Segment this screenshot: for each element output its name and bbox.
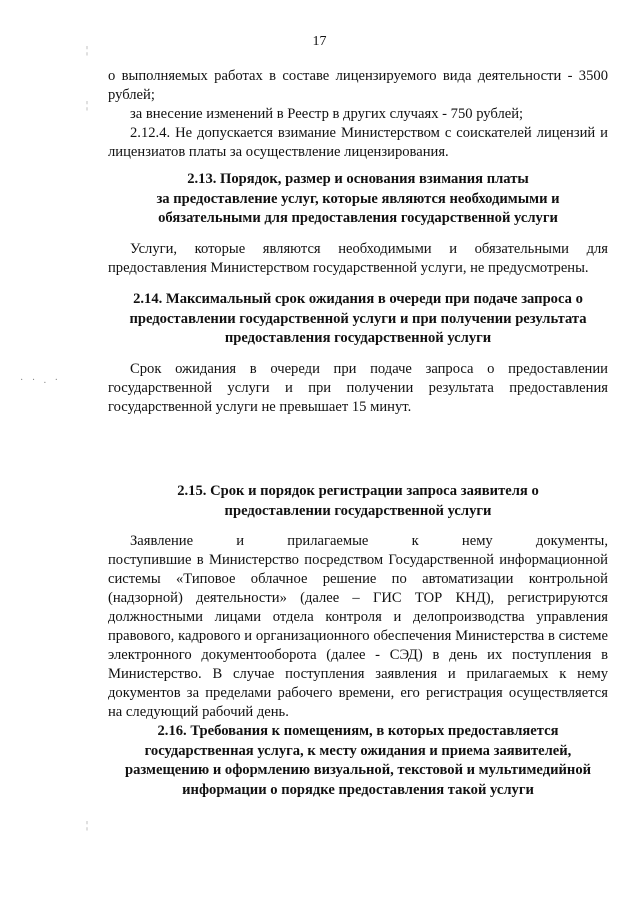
paragraph-2-14: Срок ожидания в очереди при подаче запроса о предоставлении государственной услуги и при получении результата предоставления государственной услуги не превышает 15 минут. (108, 361, 608, 415)
paragraph-2-13: Услуги, которые являются необходимыми и обязательными для предоставления Министерством государственной услуги, не предусмотрены. (108, 241, 608, 276)
heading-2-14 (108, 290, 608, 349)
paragraph-2-15: поступившие в Министерство посредством Государственной информационной системы «Типовое облачное решение по автоматизации контрольной (надзорной) деятельности» (далее – ГИС ТОР КНД), регистрируются должностными лицами отдела контроля и делопроизводства управления правового, кадрового и организационного обеспечения Министерства в системе электронного документооборота (далее - СЭД) в день их поступления в Министерство. В случае поступления заявления и прилагаемых к нему документов за пределами рабочего времени, его регистрация осуществляется на следующий рабочий день. (108, 552, 608, 720)
heading-line: 2.13. Порядок, размер и основания взимания платы (187, 171, 529, 187)
paragraph-fee-registry-changes (108, 105, 608, 124)
margin-mark: ¦ (86, 100, 89, 111)
heading-line: обязательными для предоставления государственной услуги (158, 210, 558, 226)
page-number: 17 (312, 34, 327, 49)
heading-line: 2.16. Требования к помещениям, в которых предоставляется (157, 723, 559, 739)
paragraph-2-15-first-line: Заявление и прилагаемые к нему документы, (130, 533, 608, 549)
margin-mark: ¦ (86, 820, 89, 831)
margin-mark: ¦ (86, 45, 89, 56)
heading-line: информации о порядке предоставления такой услуги (182, 781, 534, 798)
heading-line: 2.14. Максимальный срок ожидания в очереди при подаче запроса о (133, 291, 583, 307)
heading-2-16 (108, 722, 608, 800)
heading-line: предоставлении государственной услуги (224, 502, 492, 519)
heading-line: размещению и оформлению визуальной, текстовой и мультимедийной (124, 762, 592, 778)
paragraph-text: за внесение изменений в Реестр в других случаях - 750 рублей; (130, 106, 524, 122)
paragraph-fee-licensed-works: о выполняемых работах в составе лицензируемого вида деятельности - 3500 рублей; (108, 68, 608, 103)
paragraph-2-12-4: 2.12.4. Не допускается взимание Министерством с соискателей лицензий и лицензиатов платы за осуществление лицензирования. (108, 125, 608, 160)
heading-line: предоставления государственной услуги (224, 330, 492, 346)
scan-artifact: · · . · (20, 375, 61, 386)
heading-line: предоставлении государственной услуги и при получении результата (129, 310, 587, 327)
heading-line: 2.15. Срок и порядок регистрации запроса заявителя о (177, 483, 539, 499)
heading-2-15 (108, 482, 608, 521)
heading-line: за предоставление услуг, которые являются необходимыми и (156, 190, 560, 207)
heading-2-13 (108, 170, 608, 229)
heading-line: государственная услуга, к месту ожидания и приема заявителей, (144, 742, 572, 759)
